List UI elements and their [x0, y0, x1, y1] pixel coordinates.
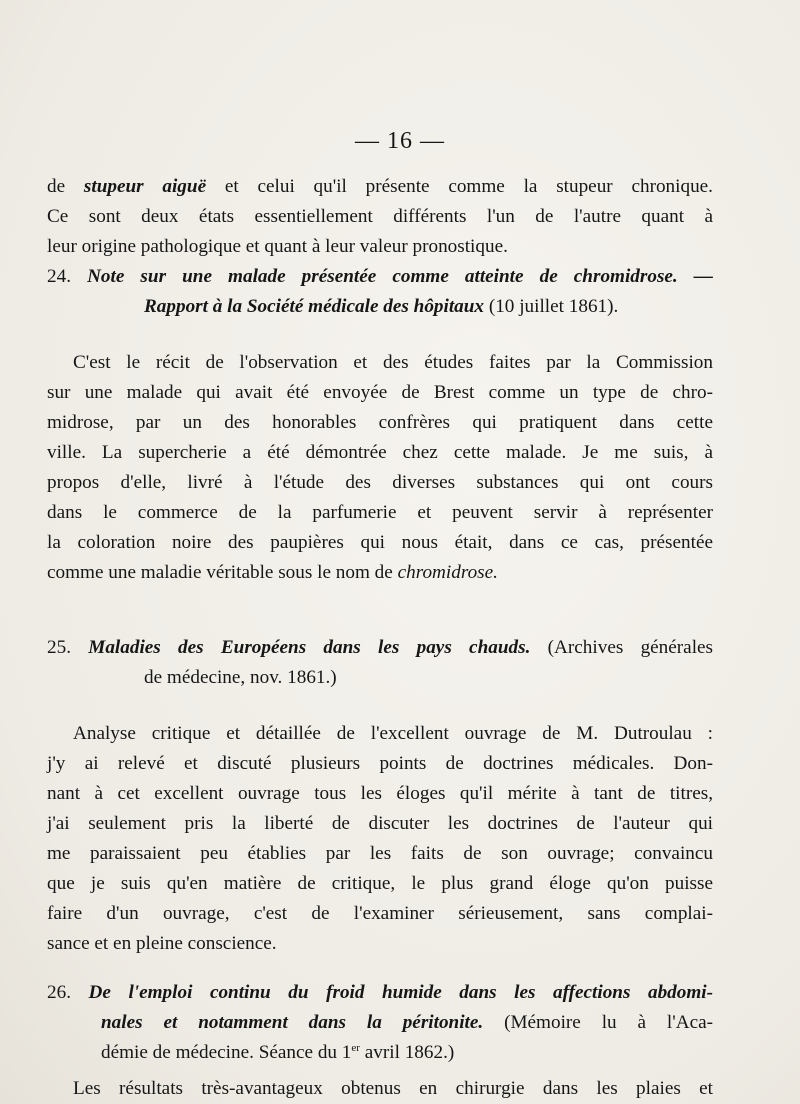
text-run: de — [47, 176, 84, 197]
entry-26-paragraph-line: Les résultats très-avantageux obtenus en chirurgie dans les plaies et — [73, 1078, 713, 1099]
entry-25-paragraph-line: Analyse critique et détaillée de l'excellent ouvrage de M. Dutroulau : — [73, 723, 713, 744]
entry-24-paragraph-line: midrose, par un des honorables confrères qui pratiquent dans cette — [47, 412, 713, 433]
entry-24-paragraph-line: ville. La supercherie a été démontrée chez cette malade. Je me suis, à — [47, 442, 713, 463]
text-run: avril 1862.) — [359, 1042, 455, 1063]
entry-title: De l'emploi continu du froid humide dans les affections abdomi- — [88, 982, 713, 1003]
entry-title-italic: Rapport à la Société médicale des hôpitaux — [144, 296, 485, 317]
entry-25-paragraph-line: j'ai seulement pris la liberté de discuter les doctrines de l'auteur qui — [47, 813, 713, 834]
entry-24-paragraph-line: la coloration noire des paupières qui nous était, dans ce cas, présentée — [47, 532, 713, 553]
entry-title-italic: nales et notamment dans la péritonite. — [101, 1012, 484, 1033]
continuation-line-3: leur origine pathologique et quant à leur valeur pronostique. — [47, 236, 508, 257]
continuation-line-2: Ce sont deux états essentiellement différents l'un de l'autre quant à — [47, 206, 713, 227]
entry-24-paragraph-last-line — [47, 558, 713, 588]
entry-25-title-line-2: de médecine, nov. 1861.) — [144, 667, 337, 688]
continuation-line-1 — [47, 172, 713, 202]
entry-number: 24. — [47, 266, 71, 287]
entry-source: (Archives générales — [530, 637, 714, 658]
entry-24-title-line-2 — [47, 292, 713, 322]
entry-25-paragraph-line: faire d'un ouvrage, c'est de l'examiner sérieusement, sans complai- — [47, 903, 713, 924]
text-run: comme une maladie véritable sous le nom de — [47, 562, 398, 583]
entry-24-title-line-1 — [47, 262, 713, 292]
entry-25-paragraph-line: j'y ai relevé et discuté plusieurs points de doctrines médicales. Don- — [47, 753, 713, 774]
entry-25-paragraph-line: sance et en pleine conscience. — [47, 933, 277, 954]
entry-title: Note sur une malade présentée comme atteinte de chromidrose. — — [87, 266, 713, 287]
text-run: démie de médecine. Séance du 1 — [101, 1042, 352, 1063]
page-number: — 16 — — [355, 128, 445, 154]
entry-source: (Mémoire lu à l'Aca- — [483, 1012, 713, 1033]
entry-26-title-line-3 — [47, 1038, 713, 1068]
entry-number: 26. — [47, 982, 71, 1003]
entry-24-paragraph-line: C'est le récit de l'observation et des études faites par la Commission — [73, 352, 713, 373]
entry-24-paragraph-line: sur une malade qui avait été envoyée de Brest comme un type de chro- — [47, 382, 713, 403]
text-run: et celui qu'il présente comme la stupeur chronique. — [206, 176, 713, 197]
entry-25-paragraph-line: nant à cet excellent ouvrage tous les éloges qu'il mérite à tant de titres, — [47, 783, 713, 804]
entry-26-title-line-1 — [47, 978, 713, 1008]
entry-number: 25. — [47, 637, 71, 658]
entry-title-italic: Maladies des Européens dans les pays chauds. — [88, 637, 531, 658]
italic-term: chromidrose. — [397, 562, 498, 583]
entry-24-paragraph-line: propos d'elle, livré à l'étude des diverses substances qui ont cours — [47, 472, 713, 493]
entry-25-title-line-1 — [47, 633, 713, 663]
entry-25-paragraph-line: que je suis qu'en matière de critique, le plus grand éloge qu'on puisse — [47, 873, 713, 894]
entry-24-paragraph-line: dans le commerce de la parfumerie et peuvent servir à représenter — [47, 502, 713, 523]
page-body — [47, 172, 713, 1104]
entry-25-paragraph-line: me paraissaient peu établies par les faits de son ouvrage; convaincu — [47, 843, 713, 864]
superscript: er — [351, 1042, 360, 1054]
entry-date: (10 juillet 1861). — [484, 296, 619, 317]
italic-term: stupeur aiguë — [83, 176, 207, 197]
entry-26-title-line-2 — [47, 1008, 713, 1038]
